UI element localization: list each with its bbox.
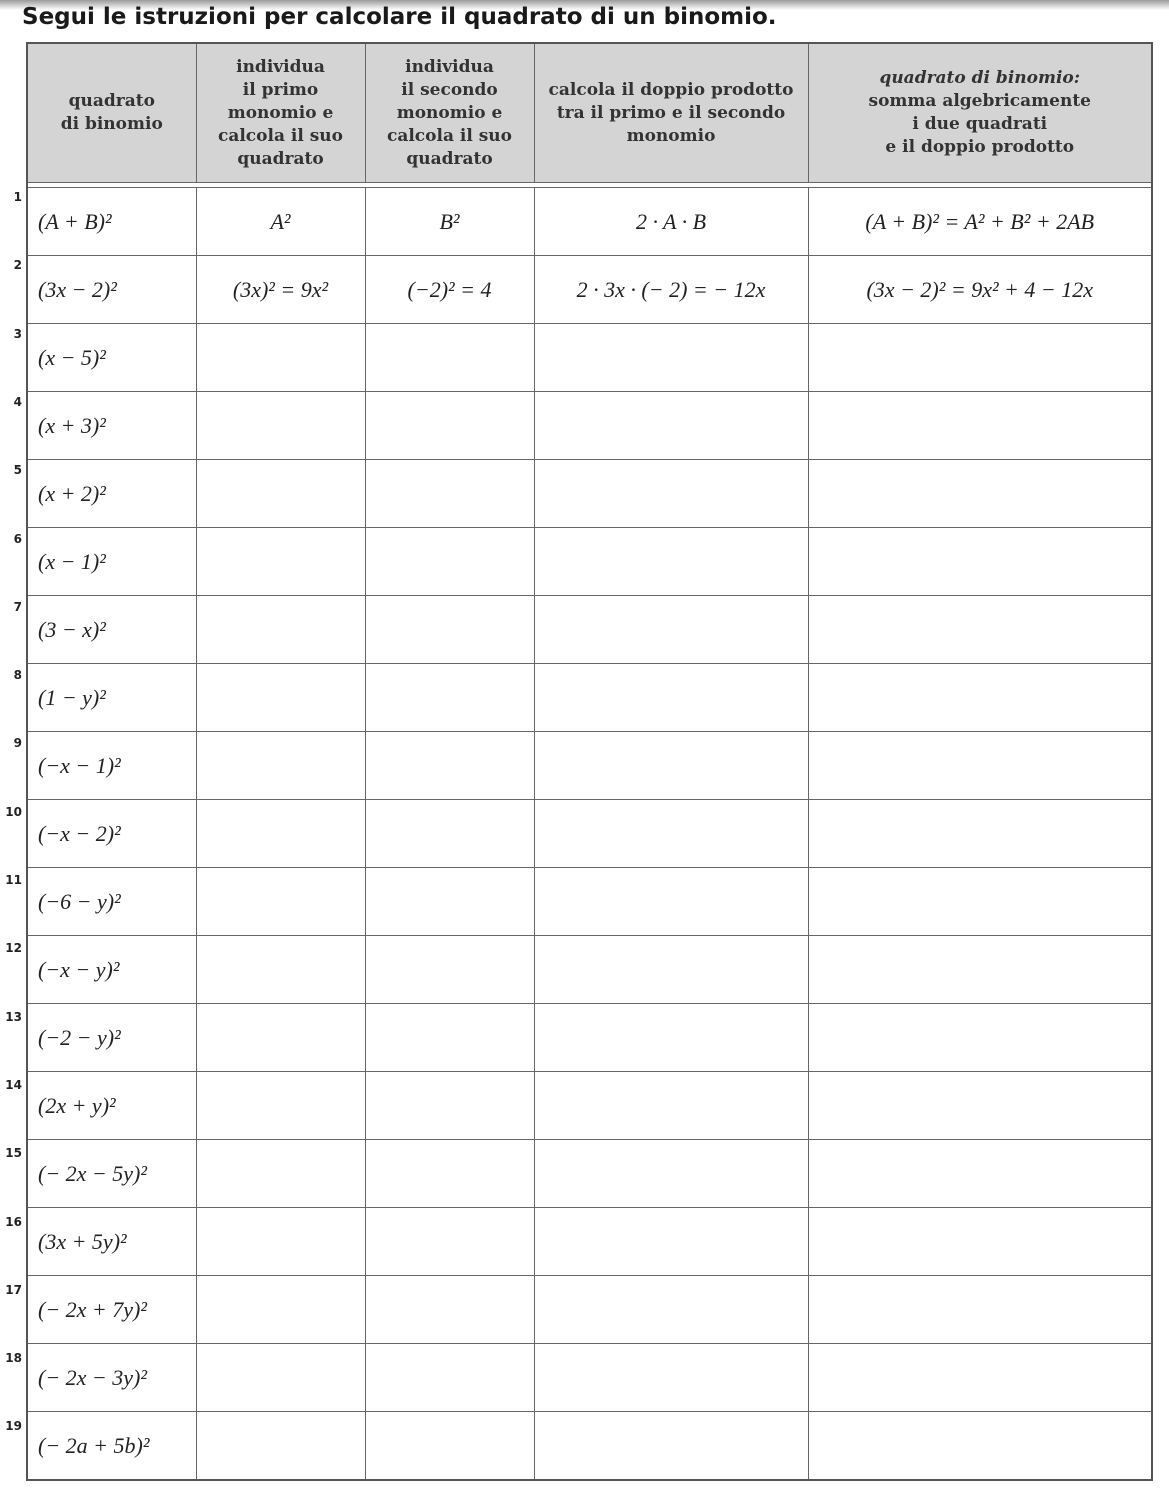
- second-square-cell[interactable]: (−2)² = 4: [365, 256, 534, 324]
- header-algebraic-sum: quadrato di binomio: somma algebricamente i due quadrati e il doppio prodotto: [808, 43, 1152, 183]
- result-cell[interactable]: [808, 936, 1152, 1004]
- table-row: [27, 324, 1152, 392]
- double-product-cell[interactable]: [534, 732, 808, 800]
- page-title: Segui le istruzioni per calcolare il quadrato di un binomio.: [22, 4, 777, 30]
- row-number: 17: [5, 1282, 22, 1297]
- row-number: 4: [13, 394, 22, 409]
- row-number: 12: [5, 941, 22, 956]
- first-square-cell[interactable]: [196, 732, 365, 800]
- table-row: [27, 1412, 1152, 1481]
- second-square-cell[interactable]: [365, 1344, 534, 1412]
- table-row: [27, 1004, 1152, 1072]
- row-number: 18: [5, 1351, 22, 1366]
- first-square-cell[interactable]: [196, 1072, 365, 1140]
- double-product-cell[interactable]: [534, 392, 808, 460]
- table-row: [27, 800, 1152, 868]
- double-product-cell[interactable]: [534, 1004, 808, 1072]
- double-product-cell[interactable]: [534, 664, 808, 732]
- double-product-cell[interactable]: 2 · 3x · (− 2) = − 12x: [534, 256, 808, 324]
- first-square-cell[interactable]: [196, 664, 365, 732]
- second-square-cell[interactable]: [365, 732, 534, 800]
- table-row: [27, 596, 1152, 664]
- double-product-cell[interactable]: [534, 324, 808, 392]
- row-number: 2: [13, 258, 22, 273]
- first-square-cell[interactable]: [196, 1208, 365, 1276]
- second-square-cell[interactable]: [365, 392, 534, 460]
- binomial-cell: (3 − x)²: [27, 596, 196, 664]
- binomial-square-table: [26, 42, 1153, 1481]
- binomial-cell: (− 2x + 7y)²: [27, 1276, 196, 1344]
- row-number: 19: [5, 1419, 22, 1434]
- first-square-cell[interactable]: [196, 1276, 365, 1344]
- binomial-cell: (x − 1)²: [27, 528, 196, 596]
- row-number: 7: [13, 599, 22, 614]
- binomial-cell: (1 − y)²: [27, 664, 196, 732]
- double-product-cell[interactable]: [534, 1276, 808, 1344]
- table-row: [27, 188, 1152, 256]
- second-square-cell[interactable]: B²: [365, 188, 534, 256]
- table-row: [27, 868, 1152, 936]
- second-square-cell[interactable]: [365, 800, 534, 868]
- table-row: [27, 1344, 1152, 1412]
- row-number: 6: [13, 531, 22, 546]
- result-cell[interactable]: [808, 1344, 1152, 1412]
- table-row: [27, 1208, 1152, 1276]
- result-cell[interactable]: (A + B)² = A² + B² + 2AB: [808, 188, 1152, 256]
- table-row: [27, 664, 1152, 732]
- second-square-cell[interactable]: [365, 868, 534, 936]
- first-square-cell[interactable]: [196, 1412, 365, 1481]
- second-square-cell[interactable]: [365, 1072, 534, 1140]
- binomial-cell: (− 2a + 5b)²: [27, 1412, 196, 1481]
- result-cell[interactable]: [808, 1004, 1152, 1072]
- first-square-cell[interactable]: [196, 596, 365, 664]
- first-square-cell[interactable]: [196, 1004, 365, 1072]
- double-product-cell[interactable]: [534, 1208, 808, 1276]
- first-square-cell[interactable]: [196, 528, 365, 596]
- double-product-cell[interactable]: [534, 1140, 808, 1208]
- binomial-cell: (x + 2)²: [27, 460, 196, 528]
- double-product-cell[interactable]: [534, 1344, 808, 1412]
- result-cell[interactable]: [808, 664, 1152, 732]
- binomial-cell: (− 2x − 5y)²: [27, 1140, 196, 1208]
- binomial-cell: (−x − y)²: [27, 936, 196, 1004]
- double-product-cell[interactable]: [534, 1412, 808, 1481]
- double-product-cell[interactable]: 2 · A · B: [534, 188, 808, 256]
- result-cell[interactable]: [808, 1072, 1152, 1140]
- result-cell[interactable]: [808, 800, 1152, 868]
- binomial-cell: (− 2x − 3y)²: [27, 1344, 196, 1412]
- binomial-cell: (−x − 2)²: [27, 800, 196, 868]
- double-product-cell[interactable]: [534, 800, 808, 868]
- first-square-cell[interactable]: A²: [196, 188, 365, 256]
- table-row: [27, 256, 1152, 324]
- result-cell[interactable]: [808, 1276, 1152, 1344]
- binomial-cell: (3x + 5y)²: [27, 1208, 196, 1276]
- second-square-cell[interactable]: [365, 460, 534, 528]
- second-square-cell[interactable]: [365, 1140, 534, 1208]
- binomial-cell: (x − 5)²: [27, 324, 196, 392]
- row-number: 9: [13, 736, 22, 751]
- header-row: [27, 43, 1152, 183]
- double-product-cell[interactable]: [534, 596, 808, 664]
- header-second-monomial: individua il secondo monomio e calcola il suo quadrato: [365, 43, 534, 183]
- second-square-cell[interactable]: [365, 1208, 534, 1276]
- table-row: [27, 528, 1152, 596]
- table-row: [27, 1276, 1152, 1344]
- result-cell[interactable]: [808, 1412, 1152, 1481]
- first-square-cell[interactable]: [196, 392, 365, 460]
- header-double-product: calcola il doppio prodotto tra il primo e il secondo monomio: [534, 43, 808, 183]
- second-square-cell[interactable]: [365, 596, 534, 664]
- result-cell[interactable]: [808, 1208, 1152, 1276]
- second-square-cell[interactable]: [365, 1412, 534, 1481]
- table-row: [27, 1140, 1152, 1208]
- binomial-cell: (−x − 1)²: [27, 732, 196, 800]
- double-product-cell[interactable]: [534, 1072, 808, 1140]
- result-cell[interactable]: [808, 868, 1152, 936]
- binomial-cell: (x + 3)²: [27, 392, 196, 460]
- row-number: 1: [13, 190, 22, 204]
- binomial-cell: (−6 − y)²: [27, 868, 196, 936]
- second-square-cell[interactable]: [365, 1004, 534, 1072]
- first-square-cell[interactable]: [196, 800, 365, 868]
- first-square-cell[interactable]: [196, 1344, 365, 1412]
- row-number: 3: [13, 326, 22, 341]
- result-cell[interactable]: [808, 732, 1152, 800]
- table-row: [27, 732, 1152, 800]
- table-row: [27, 1072, 1152, 1140]
- second-square-cell[interactable]: [365, 324, 534, 392]
- double-product-cell[interactable]: [534, 868, 808, 936]
- result-cell[interactable]: (3x − 2)² = 9x² + 4 − 12x: [808, 256, 1152, 324]
- binomial-cell: (A + B)²: [27, 188, 196, 256]
- second-square-cell[interactable]: [365, 936, 534, 1004]
- table-row: [27, 460, 1152, 528]
- double-product-cell[interactable]: [534, 528, 808, 596]
- first-square-cell[interactable]: (3x)² = 9x²: [196, 256, 365, 324]
- first-square-cell[interactable]: [196, 460, 365, 528]
- first-square-cell[interactable]: [196, 1140, 365, 1208]
- second-square-cell[interactable]: [365, 664, 534, 732]
- double-product-cell[interactable]: [534, 460, 808, 528]
- first-square-cell[interactable]: [196, 324, 365, 392]
- header-binomial-square: quadrato di binomio: [27, 43, 196, 183]
- binomial-cell: (2x + y)²: [27, 1072, 196, 1140]
- second-square-cell[interactable]: [365, 528, 534, 596]
- result-cell[interactable]: [808, 392, 1152, 460]
- row-number: 5: [13, 463, 22, 478]
- binomial-cell: (−2 − y)²: [27, 1004, 196, 1072]
- row-number: 16: [5, 1214, 22, 1229]
- result-cell[interactable]: [808, 460, 1152, 528]
- row-number: 8: [13, 668, 22, 683]
- row-number: 15: [5, 1146, 22, 1161]
- row-number: 10: [5, 804, 22, 819]
- double-product-cell[interactable]: [534, 936, 808, 1004]
- first-square-cell[interactable]: [196, 868, 365, 936]
- table-row: [27, 392, 1152, 460]
- header-first-monomial: individua il primo monomio e calcola il suo quadrato: [196, 43, 365, 183]
- table-row: [27, 936, 1152, 1004]
- first-square-cell[interactable]: [196, 936, 365, 1004]
- binomial-cell: (3x − 2)²: [27, 256, 196, 324]
- row-number: 14: [5, 1077, 22, 1092]
- row-number: 13: [5, 1009, 22, 1024]
- result-cell[interactable]: [808, 1140, 1152, 1208]
- second-square-cell[interactable]: [365, 1276, 534, 1344]
- result-cell[interactable]: [808, 324, 1152, 392]
- result-cell[interactable]: [808, 528, 1152, 596]
- result-cell[interactable]: [808, 596, 1152, 664]
- row-number: 11: [5, 873, 22, 887]
